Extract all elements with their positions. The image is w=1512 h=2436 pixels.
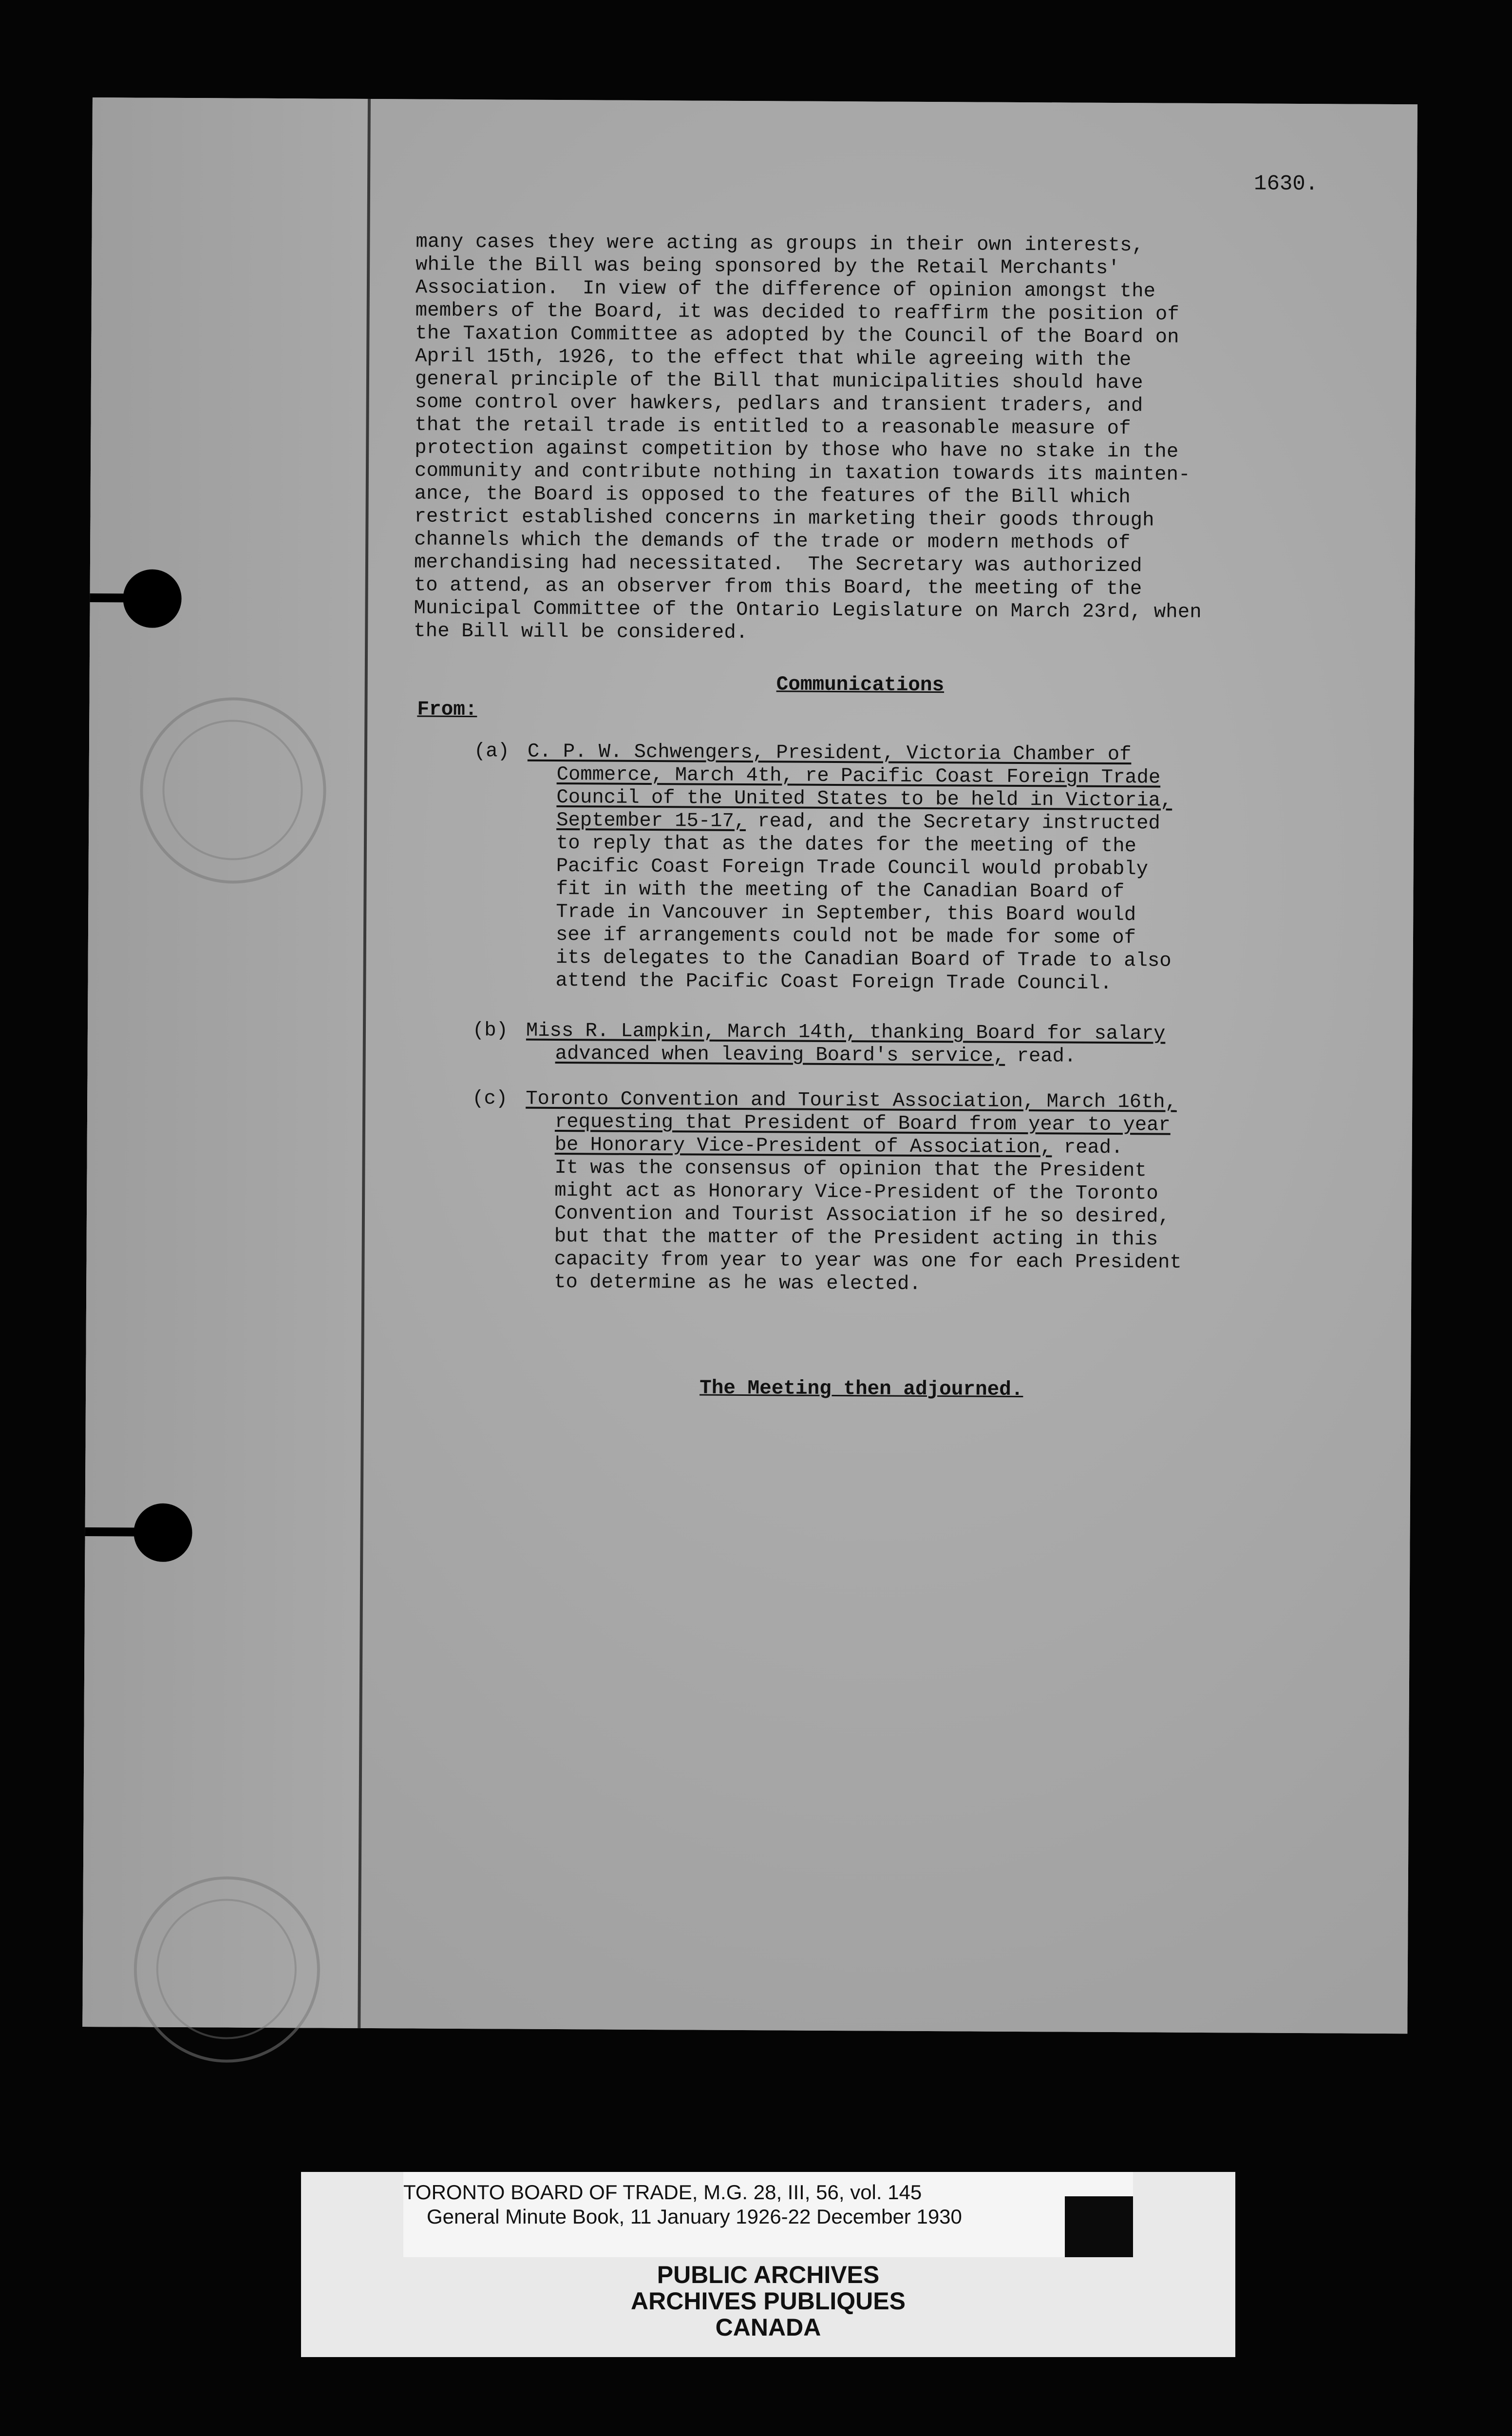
underlined-line: advanced when leaving Board's service, read. [555,1043,1077,1068]
archive-label-black-block [1065,2196,1133,2257]
punch-hole-top [123,569,182,628]
body-line: that the retail trade is entitled to a reasonable measure of [415,414,1131,440]
body-line: general principle of the Bill that municipalities should have [415,368,1143,395]
body-line: channels which the demands of the trade or modern methods of [414,528,1131,555]
archive-label-card [301,2172,1235,2357]
body-line: merchandising had necessitated. The Secretary was authorized [414,551,1142,578]
body-line: community and contribute nothing in taxation towards its mainten- [414,459,1191,486]
underlined-line: requesting that President of Board from year to year [554,1110,1171,1137]
faded-stamp-bottom [133,1876,321,2063]
item-letter: (a) [473,740,510,763]
closing-line: The Meeting then adjourned. [699,1377,1023,1402]
item-letter: (b) [472,1019,509,1042]
item-letter: (c) [472,1087,508,1110]
body-line: Association. In view of the difference of opinion amongst the [415,276,1156,303]
body-line: while the Bill was being sponsored by the Retail Merchants' [416,253,1120,280]
item-text [526,741,1172,996]
body-line: the Bill will be considered. [414,620,748,645]
archive-description-line: General Minute Book, 11 January 1926-22 December 1930 [427,2205,962,2228]
body-line: Municipal Committee of the Ontario Legislature on March 23rd, when [414,597,1202,624]
canada-title: CANADA [715,2314,821,2341]
plain-line: It was the consensus of opinion that the President [554,1156,1147,1182]
underlined-line: Council of the United States to be held in Victoria, [556,786,1172,812]
item-text [525,1088,1182,1297]
underlined-line: September 15-17, read, and the Secretary instructed [556,809,1160,835]
underlined-line: C. P. W. Schwengers, President, Victoria Chamber of [527,740,1132,766]
body-line: the Taxation Committee as adopted by the Council of the Board on [415,322,1179,349]
body-line: many cases they were acting as groups in their own interests, [416,230,1144,257]
body-line: members of the Board, it was decided to reaffirm the position of [415,299,1180,326]
from-label: From: [417,698,477,722]
body-line: April 15th, 1926, to the effect that while agreeing with the [415,345,1132,372]
plain-line: fit in with the meeting of the Canadian Board of [556,878,1125,904]
plain-line: Pacific Coast Foreign Trade Council would probably [556,855,1149,881]
body-line: some control over hawkers, pedlars and transient traders, and [415,391,1143,418]
body-paragraph [414,230,1429,648]
plain-line: to reply that as the dates for the meeting of the [556,832,1137,858]
plain-line: might act as Honorary Vice-President of the Toronto [554,1179,1158,1205]
item-text [526,1020,1166,1069]
binding-margin [82,97,368,2028]
plain-line: but that the matter of the President acting in this [554,1225,1158,1251]
page-number: 1630. [1253,171,1319,197]
plain-line: capacity from year to year was one for each President [554,1248,1182,1274]
document-page [82,97,1418,2034]
archives-publiques-title: ARCHIVES PUBLIQUES [631,2287,906,2315]
plain-line: Trade in Vancouver in September, this Board would [556,901,1136,927]
archive-reference-line: TORONTO BOARD OF TRADE, M.G. 28, III, 56, vol. 145 [403,2181,922,2204]
body-line: restrict established concerns in marketing their goods through [414,505,1154,532]
underlined-line: Toronto Convention and Tourist Association, March 16th, [526,1087,1177,1114]
underlined-line: Commerce, March 4th, re Pacific Coast Foreign Trade [556,763,1161,789]
public-archives-title: PUBLIC ARCHIVES [657,2261,880,2288]
underlined-line: Miss R. Lampkin, March 14th, thanking Board for salary [526,1019,1166,1046]
underlined-line: be Honorary Vice-President of Association, read. [554,1133,1123,1160]
punch-hole-bottom [133,1503,192,1562]
body-line: protection against competition by those who have no stake in the [415,437,1179,463]
body-line: to attend, as an observer from this Board, the meeting of the [414,574,1142,601]
body-line: ance, the Board is opposed to the features of the Bill which [414,482,1131,509]
plain-line: its delegates to the Canadian Board of Trade to also [555,947,1172,972]
plain-line: to determine as he was elected. [554,1271,921,1295]
communications-heading: Communications [776,673,945,697]
plain-line: attend the Pacific Coast Foreign Trade Council. [555,970,1112,995]
plain-line: see if arrangements could not be made for some of [555,924,1136,950]
faded-stamp-top [140,697,327,884]
plain-line: Convention and Tourist Association if he so desired, [554,1202,1170,1228]
